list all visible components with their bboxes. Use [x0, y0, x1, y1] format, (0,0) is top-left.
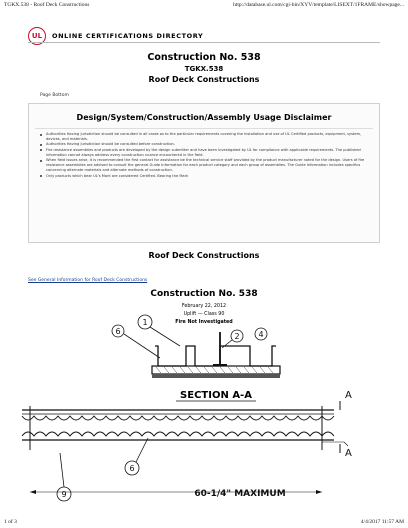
- ul-logo-icon[interactable]: UL: [28, 27, 46, 45]
- corrugation-bottom: [22, 432, 334, 436]
- svg-text:9: 9: [61, 490, 67, 499]
- section-marker: [340, 390, 352, 459]
- brand: [28, 24, 203, 48]
- construction-header: [0, 289, 408, 325]
- section-marker-top: A: [345, 390, 352, 401]
- category-title: Roof Deck Constructions: [148, 75, 260, 84]
- corrugation-top: [22, 416, 334, 420]
- category-code: TGKX.538: [184, 65, 224, 73]
- print-header: [0, 0, 408, 10]
- svg-text:1: 1: [142, 318, 148, 327]
- svg-text:2: 2: [234, 332, 240, 341]
- print-header-url: http://database.ul.com/cgi-bin/XYV/template/LISEXT/1FRAME/showpage...: [233, 2, 404, 8]
- disclaimer-item: Authorities Having Jurisdiction should be consulted in all cases as to the particular requirements covering the installation and use of UL Certified products, equipment, system, devices, and materials.: [39, 132, 369, 142]
- svg-text:6: 6: [115, 327, 121, 336]
- construction-title: Construction No. 538: [150, 289, 258, 299]
- print-footer: [0, 516, 408, 528]
- section-marker-bottom: A: [345, 448, 352, 459]
- callout-numbers: [61, 318, 263, 499]
- page-title: Construction No. 538: [147, 52, 261, 63]
- disclaimer-title: Design/System/Construction/Assembly Usage Disclaimer: [76, 113, 332, 122]
- disclaimer-item: Fire resistance assemblies and products are developed by the design submitter and have been investigated by UL for compliance with applicable requirements. The published information cannot always address every construction nuance encountered in the field.: [39, 148, 369, 158]
- disclaimer-item: Authorities Having Jurisdiction should be consulted before construction.: [39, 142, 369, 147]
- deck-profile: [155, 346, 276, 366]
- print-header-title: TGKX.538 - Roof Deck Constructions: [4, 2, 90, 8]
- general-info-link[interactable]: See General Information for Roof Deck Constructions: [28, 278, 148, 283]
- construction-uplift: Uplift — Class 90: [183, 312, 225, 317]
- disclaimer-list: [29, 132, 379, 179]
- construction-date: February 22, 2012: [181, 304, 227, 309]
- disclaimer-item: When field issues arise, it is recommended the first contact for assistance be the technical service staff provided by the product manufacturer noted for the design. Users of fire resistance assemblies are advised to consult the general Guide Information for each product category and each group of assemblies. The Guide Information includes specifics concerning alternate materials and alternate methods of construction.: [39, 158, 369, 174]
- plan-view: [22, 406, 348, 450]
- construction-fire-rating: Fire Not Investigated: [175, 320, 233, 325]
- insulation-board: [152, 366, 280, 374]
- section-label-text: SECTION A-A: [180, 390, 252, 401]
- deck-base: [152, 374, 280, 378]
- page-bottom-link[interactable]: Page Bottom: [40, 93, 69, 98]
- disclaimer-item: Only products which bear UL's Mark are considered Certified. Bearing the Mark: [39, 174, 369, 179]
- brand-name: ONLINE CERTIFICATIONS DIRECTORY: [52, 32, 204, 40]
- svg-text:4: 4: [258, 330, 264, 339]
- svg-text:6: 6: [129, 464, 135, 473]
- section-title: Roof Deck Constructions: [148, 251, 260, 260]
- title-block: [0, 52, 408, 84]
- dimension-label: 60-1/4" MAXIMUM: [194, 489, 286, 499]
- insulation-hatch: [156, 367, 273, 373]
- section-label: [176, 390, 256, 401]
- brand-divider: [28, 42, 380, 43]
- disclaimer-box: [28, 103, 380, 243]
- page-count: 1 of 3: [4, 519, 17, 525]
- print-timestamp: 4/4/2017 11:57 AM: [360, 519, 404, 525]
- disclaimer-divider: [35, 128, 373, 129]
